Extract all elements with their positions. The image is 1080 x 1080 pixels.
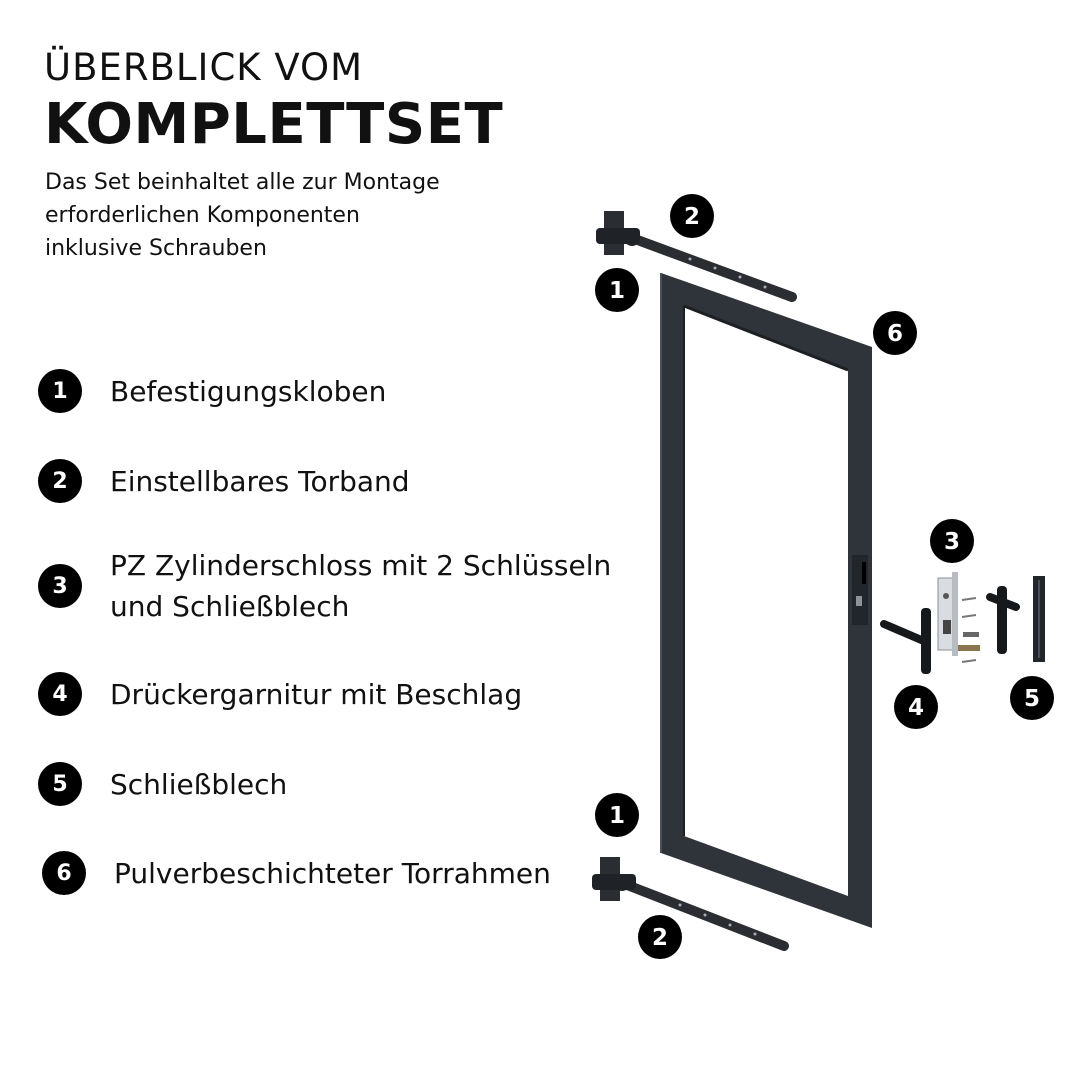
number-badge: 1	[38, 369, 82, 413]
callout-number: 1	[608, 278, 626, 304]
callout-badge	[595, 793, 639, 837]
callout-number: 3	[943, 529, 961, 555]
callout-number: 4	[907, 695, 925, 721]
intro-line: erforderlichen Komponenten	[45, 203, 360, 228]
legend-label: Drückergarnitur mit Beschlag	[110, 677, 523, 711]
callout-number: 2	[683, 204, 701, 230]
number-badge: 5	[38, 762, 82, 806]
page-title-line1: ÜBERBLICK VOM	[44, 46, 364, 89]
callout-badge	[595, 268, 639, 312]
legend-label-line: PZ Zylinderschloss mit 2 Schlüsseln	[110, 549, 612, 582]
intro-line: inklusive Schrauben	[45, 236, 267, 261]
callout-badge	[638, 915, 682, 959]
callout-number: 6	[886, 321, 904, 347]
number-badge: 2	[38, 459, 82, 503]
legend-label-line: und Schließblech	[110, 590, 350, 623]
number-badge: 6	[42, 851, 86, 895]
legend-label: Einstellbares Torband	[110, 464, 410, 498]
callout-badge	[670, 194, 714, 238]
lock-set	[884, 572, 1045, 674]
callout-number: 2	[651, 925, 669, 951]
page-title-line2: KOMPLETTSET	[44, 92, 504, 157]
legend-label: Befestigungskloben	[110, 374, 387, 408]
legend-label: Pulverbeschichteter Torrahmen	[114, 856, 551, 890]
callout-number: 1	[608, 803, 626, 829]
number-badge: 3	[38, 564, 82, 608]
callout-badge	[894, 685, 938, 729]
callout-badge	[873, 311, 917, 355]
callout-badge	[930, 519, 974, 563]
intro-line: Das Set beinhaltet alle zur Montage	[45, 170, 440, 195]
callout-number: 5	[1023, 686, 1041, 712]
number-badge: 4	[38, 672, 82, 716]
callout-badge	[1010, 676, 1054, 720]
legend-label: Schließblech	[110, 767, 288, 801]
gate-frame	[661, 273, 872, 928]
